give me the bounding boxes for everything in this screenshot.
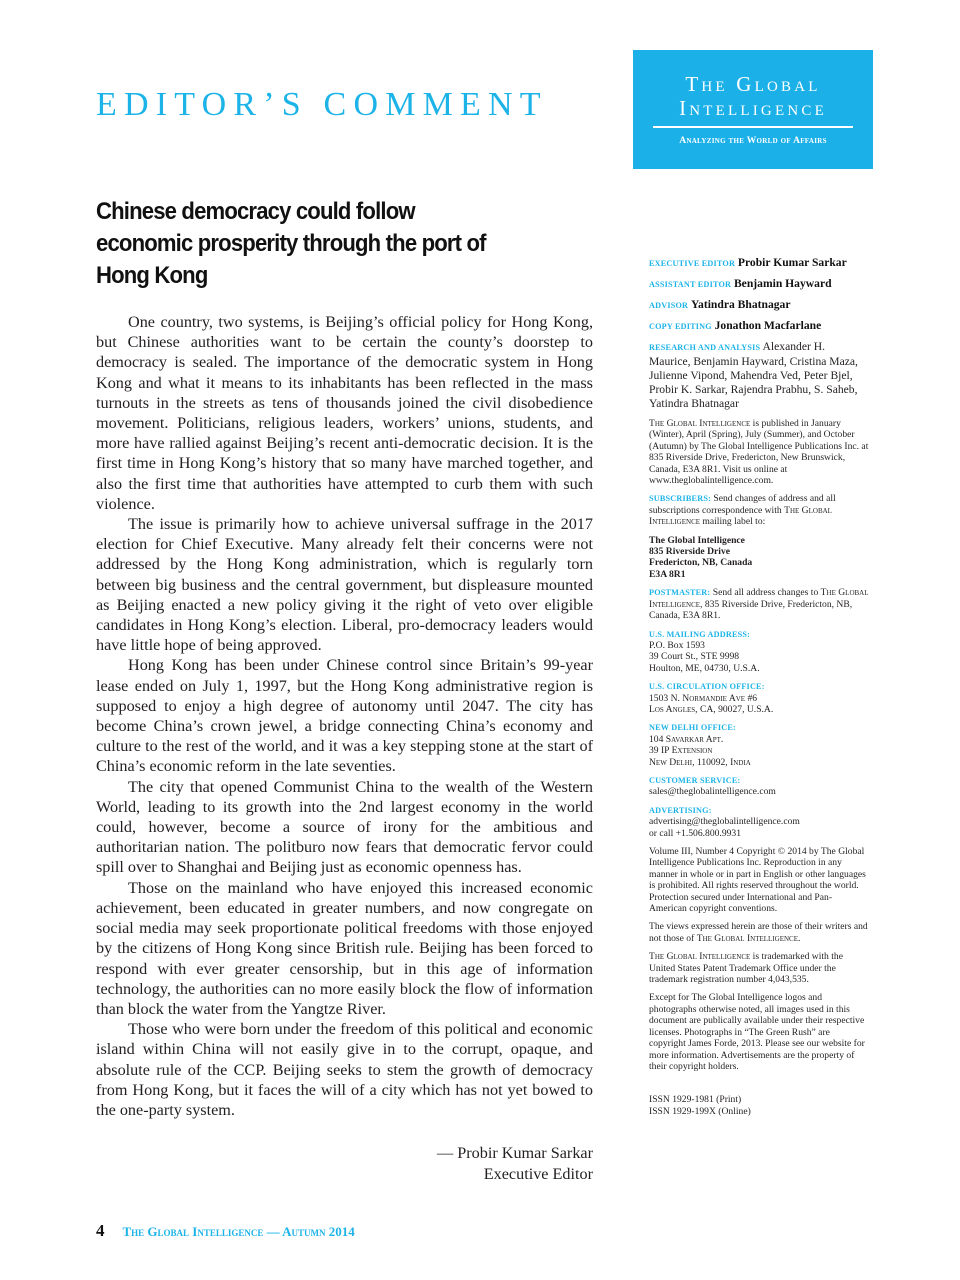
issn-online: ISSN 1929-199X (Online) xyxy=(649,1105,751,1117)
address-line: 1503 N. Normandie Ave #6 xyxy=(649,692,758,704)
masthead-title-line1: The Global xyxy=(685,72,821,96)
address-line: Los Angles, CA, 90027, U.S.A. xyxy=(649,703,774,715)
signature-name: — Probir Kumar Sarkar xyxy=(437,1144,593,1162)
images-notice: Except for The Global Intelligence logos and photographs otherwise noted, all images used in this document are publically available under their respective licenses. Photographs in “The Green Rush” are copyright James Forde, 2013. Please see our website for more information. Advertisements are the property of their copyright holders. xyxy=(649,992,865,1072)
section-title: EDITOR’S COMMENT xyxy=(96,86,548,123)
staff-executive-editor xyxy=(649,256,869,271)
staff-assistant-editor xyxy=(649,277,869,292)
article-paragraph: Those who were born under the freedom of this political and economic island within China will not easily give in to the corrupt, opaque, and absolute rule of the CCP. Beijing seeks to stem the growth of democracy from Hong Kong, but it faces the will of a city which has not yet bowed to the one-party system. xyxy=(96,1020,593,1119)
us-circulation-office xyxy=(649,681,869,715)
advertising-contact xyxy=(649,805,869,839)
postmaster-label: POSTMASTER: xyxy=(649,588,711,598)
masthead-title-line2: Intelligence xyxy=(679,96,827,120)
publication-info-text: is published in January (Winter), April (Spring), July (Summer), and October (Autumn) by The Global Intelligence Publications Inc. at 835 Riverside Drive, Fredericton, New Brunswick, Canada, E3A 8R1. Visit us online at www.theglobalintelligence.com. xyxy=(649,418,869,487)
brand-name: The Global Intelligence xyxy=(649,418,751,429)
footer-publication: The Global Intelligence — Autumn 2014 xyxy=(122,1224,355,1239)
staff-advisor xyxy=(649,298,869,313)
trademark-text: is trademarked with the United States Patent Trademark Office under the trademark registration number 4,043,535. xyxy=(649,951,843,986)
publication-info xyxy=(649,418,869,486)
article-headline: Chinese democracy could follow economic prosperity through the port of Hong Kong xyxy=(96,198,486,289)
article-paragraph: One country, two systems, is Beijing’s official policy for Hong Kong, but Chinese authorities want to be certain the county’s doorstep to democracy is sealed. The importance of the democratic system in Hong Kong and what it means to its inhabitants has been reflected in the mass turnouts in the streets as tens of thousands joined the civil disobedience movement. Politicians, religious leaders, workers’ unions, students, and more have rallied against Beijing’s recent anti-democratic decision. It is the first time in Hong Kong’s history that so many have marched together, and also the first time that authorities have attempted to curb them with such violence. xyxy=(96,313,593,513)
trademark-notice xyxy=(649,951,869,985)
address-line: 835 Riverside Drive xyxy=(649,546,730,558)
us-circulation-label: U.S. CIRCULATION OFFICE: xyxy=(649,682,765,692)
staff-label: ADVISOR xyxy=(649,301,689,310)
address-line: Fredericton, NB, Canada xyxy=(649,557,753,569)
research-label: RESEARCH AND ANALYSIS xyxy=(649,343,761,352)
postmaster-text: Send all address changes to xyxy=(710,587,821,599)
issn-block xyxy=(649,1094,869,1117)
views-text: The views expressed herein are those of their writers and not those of xyxy=(649,921,868,944)
us-mailing-address xyxy=(649,629,869,675)
issn-print: ISSN 1929-1981 (Print) xyxy=(649,1094,742,1106)
brand-name: The Global Intelligence xyxy=(649,951,751,963)
address-line: E3A 8R1 xyxy=(649,568,686,580)
signature xyxy=(437,1143,593,1185)
advertising-label: ADVERTISING: xyxy=(649,805,712,815)
address-line: Houlton, ME, 04730, U.S.A. xyxy=(649,662,760,674)
postmaster-text-after: , 835 Riverside Drive, Fredericton, NB, Canada, E3A 8R1. xyxy=(649,598,853,622)
page-footer xyxy=(96,1221,355,1241)
staff-name: Probir Kumar Sarkar xyxy=(737,256,847,269)
copyright-notice: Volume III, Number 4 Copyright © 2014 by The Global Intelligence Publications Inc. Reproduction in any manner in whole or in part in English or other languages is prohibited. All rights reserved throughout the world. Protection secured under International and Pan-American copyright conventions. xyxy=(649,846,866,915)
masthead-sidebar xyxy=(649,256,869,1117)
research-names: Alexander H. Maurice, Benjamin Hayward, Cristina Maza, Julienne Vipond, Mahendra Ved, Peter Bjel, Probir K. Sarkar, Rajendra Prabhu, S. Saheb, Yatindra Bhatnagar xyxy=(649,340,858,410)
article-paragraph: The issue is primarily how to achieve universal suffrage in the 2017 election for Chief Executive. Many already felt their concerns were not addressed by the Hong Kong administration, which is regularly torn between big business and the central government, but displeasure mounted as Beijing enacted a new policy giving it the right of veto over eligible candidates in Hong Kong’s election. Liberal, pro-democracy leaders would have little hope of being approved. xyxy=(96,515,593,655)
new-delhi-office xyxy=(649,722,869,768)
masthead-tagline: Analyzing the World of Affairs xyxy=(679,135,827,146)
staff-label: EXECUTIVE EDITOR xyxy=(649,259,736,268)
brand-name: The Global Intelligence xyxy=(649,587,869,610)
address-line: 104 Savarkar Apt. xyxy=(649,733,724,745)
staff-name: Benjamin Hayward xyxy=(733,277,832,290)
views-disclaimer xyxy=(649,921,869,944)
article-paragraph: Those on the mainland who have enjoyed this increased economic achievement, been educated in greater numbers, and now congregate on social media may seek proportionate political freedoms with those enjoyed by the citizens of Hong Kong since British rule. Beijing has been forced to respond with ever greater censorship, but in this age of information technology, the authorities can no more easily block the flow of information than block the water from the Yangtze River. xyxy=(96,878,593,1018)
subscribers-info xyxy=(649,493,869,527)
new-delhi-label: NEW DELHI OFFICE: xyxy=(649,723,736,733)
staff-label: COPY EDITING xyxy=(649,322,712,331)
research-and-analysis xyxy=(649,340,869,411)
subscribers-label: SUBSCRIBERS: xyxy=(649,494,712,504)
article-paragraph: Hong Kong has been under Chinese control since Britain’s 99-year lease ended on July 1, 1997, but the Hong Kong administrative region is supposed to enjoy a high degree of autonomy until 2047. The city has become China’s crown jewel, a bridge connecting China’s economy and culture to the rest of the world, and it was a key stepping stone at the start of China’s economic reform in the late seventies. xyxy=(96,656,593,776)
masthead-divider xyxy=(653,126,853,128)
customer-service-email[interactable]: sales@theglobalintelligence.com xyxy=(649,786,776,798)
advertising-email[interactable]: advertising@theglobalintelligence.com xyxy=(649,816,800,828)
staff-name: Jonathon Macfarlane xyxy=(714,319,822,332)
address-line: 39 Court St., STE 9998 xyxy=(649,651,740,663)
staff-label: ASSISTANT EDITOR xyxy=(649,280,732,289)
us-mailing-label: U.S. MAILING ADDRESS: xyxy=(649,629,751,639)
page-number: 4 xyxy=(96,1221,105,1240)
address-line: 39 IP Extension xyxy=(649,745,713,757)
postmaster-info xyxy=(649,587,869,621)
article-body xyxy=(96,312,593,1120)
signature-title: Executive Editor xyxy=(483,1165,593,1183)
brand-name: The Global Intelligence. xyxy=(696,932,801,944)
subscribers-text-after: mailing label to: xyxy=(700,516,766,528)
article-paragraph: The city that opened Communist China to the wealth of the Western World, leading to its growth into the 2nd largest economy in the world could, however, become a source of irony for the ambitious and authoritarian nation. The politburo now fears that democratic fervor could spill over to Shanghai and Beijing just as economic openness has. xyxy=(96,777,593,877)
brand-name: The Global Intelligence xyxy=(649,504,832,528)
customer-service xyxy=(649,775,869,798)
address-line: P.O. Box 1593 xyxy=(649,639,705,651)
customer-service-label: CUSTOMER SERVICE: xyxy=(649,775,741,785)
advertising-phone: or call +1.506.800.9931 xyxy=(649,827,742,839)
staff-copy-editing xyxy=(649,319,869,334)
address-line: The Global Intelligence xyxy=(649,534,745,546)
subscribers-text: Send changes of address and all subscriptions correspondence with xyxy=(649,493,836,516)
masthead-logo xyxy=(633,50,873,169)
staff-name: Yatindra Bhatnagar xyxy=(690,298,791,311)
address-line: New Delhi, 110092, India xyxy=(649,756,751,768)
mailing-label-address xyxy=(649,535,869,581)
